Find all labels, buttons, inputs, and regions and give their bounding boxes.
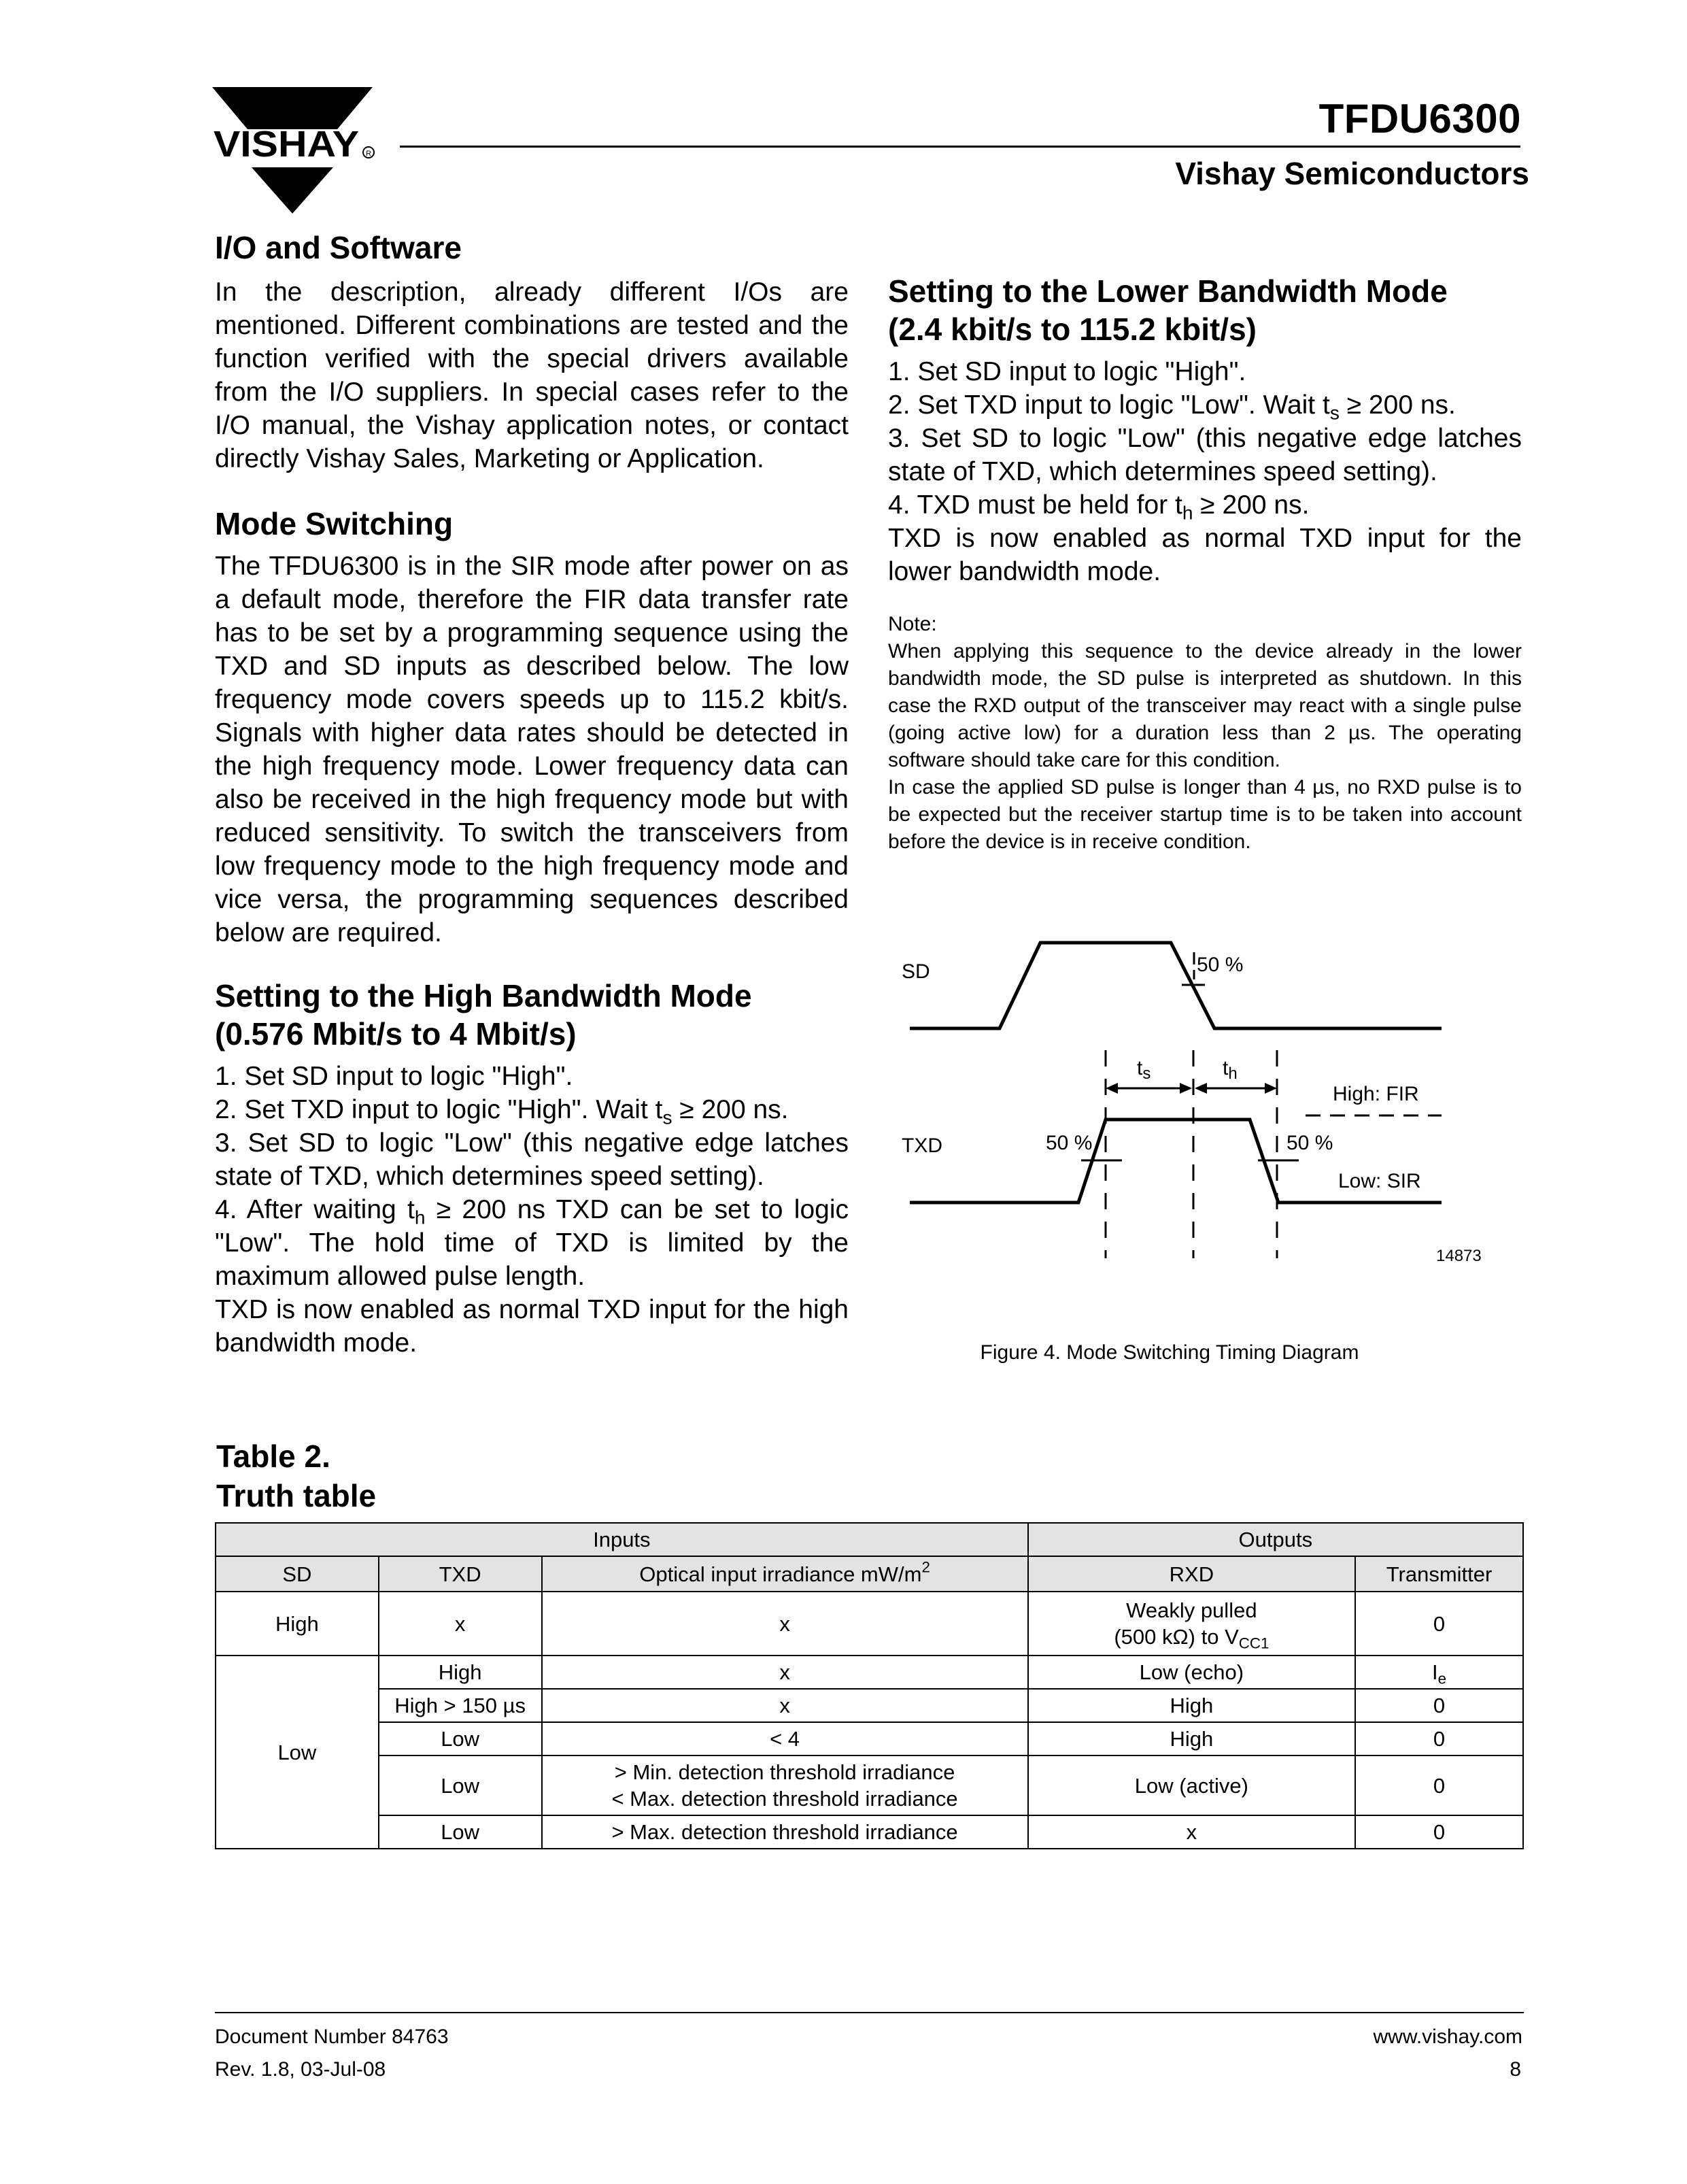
sd-50-percent-label: 50 %: [1197, 954, 1244, 976]
th-label: $t_h$: [1223, 1057, 1238, 1083]
cell-rxd: High: [1028, 1722, 1355, 1755]
sd-waveform: [910, 943, 1442, 1028]
table-row: [216, 1592, 1523, 1656]
cell-optical: x: [542, 1689, 1028, 1722]
lower-bandwidth-note: [888, 611, 1522, 856]
table-row: [216, 1815, 1523, 1849]
cell-rxd: Weakly pulled (500 kΩ) to $V_{CC1}$: [1028, 1592, 1355, 1656]
cell-transmitter: $I_e$: [1355, 1656, 1523, 1689]
inputs-group-header: Inputs: [216, 1523, 1028, 1556]
document-title: TFDU6300: [1318, 96, 1521, 141]
mode-switching-body: [215, 550, 849, 950]
cell-transmitter: 0: [1355, 1722, 1523, 1755]
high-bw-step-1: 1. Set SD input to logic "High".: [215, 1062, 573, 1091]
vishay-logo: [212, 87, 381, 215]
txd-label: TXD: [902, 1135, 942, 1157]
column-header-rxd: RXD: [1028, 1556, 1355, 1592]
low-bw-step-3: 3. Set SD to logic "Low" (this negative edge latches state of TXD, which determines speed setting).: [888, 424, 1522, 486]
low-bw-step-4: 4. TXD must be held for $t_h \ge 200$ ns.: [888, 490, 1310, 524]
cell-transmitter: 0: [1355, 1815, 1523, 1849]
cell-transmitter: 0: [1355, 1755, 1523, 1815]
cell-sd: High: [216, 1592, 379, 1656]
lower-bandwidth-title-line2: (2.4 kbit/s to 115.2 kbit/s): [888, 312, 1257, 347]
header-rule: [400, 146, 1520, 148]
io-software-body: [215, 275, 849, 475]
column-header-optical: Optical input irradiance $mW/m^2$: [542, 1556, 1028, 1592]
high-bandwidth-heading: [215, 977, 752, 1053]
cell-optical: x: [542, 1656, 1028, 1689]
cell-rxd: Low (echo): [1028, 1656, 1355, 1689]
lower-bandwidth-heading: [888, 272, 1448, 348]
io-software-text: In the description, already different I/Os are mentioned. Different combinations are tested and the function verified with the special drivers available from the I/O suppliers. In special cases refer to the I/O manual, the Vishay application notes, or contact directly Vishay Sales, Marketing or Application.: [215, 278, 849, 473]
io-software-heading: I/O and Software: [215, 230, 462, 265]
page-number: 8: [1510, 2058, 1521, 2081]
mode-switching-heading: Mode Switching: [215, 506, 454, 541]
note-paragraph-1: When applying this sequence to the device already in the lower bandwidth mode, the SD pulse is interpreted as shutdown. In this case the RXD output of the transceiver may react with a single pulse (going active low) for a duration less than 2 µs. The operating software should take care for this condition.: [888, 640, 1522, 771]
figure-id: 14873: [1436, 1247, 1482, 1265]
cell-optical: > Min. detection threshold irradiance < Max. detection threshold irradiance: [542, 1755, 1028, 1815]
cell-rxd: Low (active): [1028, 1755, 1355, 1815]
svg-text:R: R: [366, 150, 371, 158]
column-header-txd: TXD: [379, 1556, 542, 1592]
table-row: [216, 1755, 1523, 1815]
mode-switching-timing-diagram: [898, 932, 1510, 1286]
cell-sd-low: Low: [216, 1656, 379, 1849]
cell-txd: Low: [379, 1815, 542, 1849]
cell-optical: > Max. detection threshold irradiance: [542, 1815, 1028, 1849]
table-row: [216, 1722, 1523, 1755]
high-bandwidth-title-line1: Setting to the High Bandwidth Mode: [215, 978, 752, 1013]
footer-rule: [215, 2012, 1524, 2013]
note-label: Note:: [888, 613, 937, 635]
cell-txd: High > 150 µs: [379, 1689, 542, 1722]
cell-txd: Low: [379, 1722, 542, 1755]
cell-optical: x: [542, 1592, 1028, 1656]
mode-switching-text: The TFDU6300 is in the SIR mode after power on as a default mode, therefore the FIR data transfer rate has to be set by a programming sequence using the TXD and SD inputs as described below. The low frequency mode covers speeds up to 115.2 kbit/s. Signals with higher data rates should be detected in the high frequency mode. Lower frequency data can also be received in the high frequency mode but with reduced sensitivity. To switch the transceivers from low frequency mode to the high frequency mode and vice versa, the programming sequences described below are required.: [215, 552, 849, 947]
table-number: Table 2.: [216, 1439, 330, 1474]
table-row: [216, 1689, 1523, 1722]
low-sir-label: Low: SIR: [1338, 1170, 1421, 1192]
high-bandwidth-steps: [215, 1060, 849, 1360]
lower-bandwidth-steps: [888, 355, 1522, 588]
cell-transmitter: 0: [1355, 1689, 1523, 1722]
high-bw-closing: TXD is now enabled as normal TXD input for the high bandwidth mode.: [215, 1295, 849, 1358]
sd-label: SD: [902, 960, 930, 983]
figure-caption: Figure 4. Mode Switching Timing Diagram: [980, 1341, 1359, 1364]
high-fir-label: High: FIR: [1333, 1083, 1419, 1105]
high-bw-step-3: 3. Set SD to logic "Low" (this negative edge latches state of TXD, which determines speed setting).: [215, 1128, 849, 1191]
outputs-group-header: Outputs: [1028, 1523, 1523, 1556]
truth-table-title: [216, 1437, 376, 1515]
note-paragraph-2: In case the applied SD pulse is longer than 4 µs, no RXD pulse is to be expected but the receiver startup time is to be taken into account before the device is in receive condition.: [888, 776, 1522, 853]
lower-bandwidth-title-line1: Setting to the Lower Bandwidth Mode: [888, 273, 1448, 309]
truth-table: [215, 1522, 1524, 1849]
cell-txd: x: [379, 1592, 542, 1656]
column-header-sd: SD: [216, 1556, 379, 1592]
website-link[interactable]: www.vishay.com: [1373, 2026, 1522, 2048]
column-header-transmitter: Transmitter: [1355, 1556, 1523, 1592]
high-bandwidth-title-line2: (0.576 Mbit/s to 4 Mbit/s): [215, 1016, 577, 1052]
revision: Rev. 1.8, 03-Jul-08: [215, 2058, 386, 2081]
cell-rxd: x: [1028, 1815, 1355, 1849]
low-bw-step-1: 1. Set SD input to logic "High".: [888, 357, 1246, 386]
txd-50-percent-left-label: 50 %: [1046, 1132, 1093, 1154]
table-row: [216, 1656, 1523, 1689]
cell-optical: < 4: [542, 1722, 1028, 1755]
logo-wordmark: VISHAY: [214, 124, 359, 165]
high-bw-step-2: 2. Set TXD input to logic "High". Wait $t_s \ge 200$ ns.: [215, 1095, 789, 1128]
cell-transmitter: 0: [1355, 1592, 1523, 1656]
low-bw-step-2: 2. Set TXD input to logic "Low". Wait $t_s \ge 200$ ns.: [888, 390, 1456, 424]
cell-txd: Low: [379, 1755, 542, 1815]
low-bw-closing: TXD is now enabled as normal TXD input for the lower bandwidth mode.: [888, 524, 1522, 586]
txd-50-percent-right-label: 50 %: [1286, 1132, 1333, 1154]
cell-txd: High: [379, 1656, 542, 1689]
table-name: Truth table: [216, 1478, 377, 1513]
high-bw-step-4: 4. After waiting $t_h \ge 200$ ns TXD can be set to logic "Low". The hold time of TXD is limited by the maximum allowed pulse length.: [215, 1195, 849, 1291]
document-number: Document Number 84763: [215, 2026, 449, 2048]
ts-label: $t_s$: [1137, 1057, 1151, 1083]
cell-rxd: High: [1028, 1689, 1355, 1722]
company-name: Vishay Semiconductors: [1175, 156, 1529, 191]
